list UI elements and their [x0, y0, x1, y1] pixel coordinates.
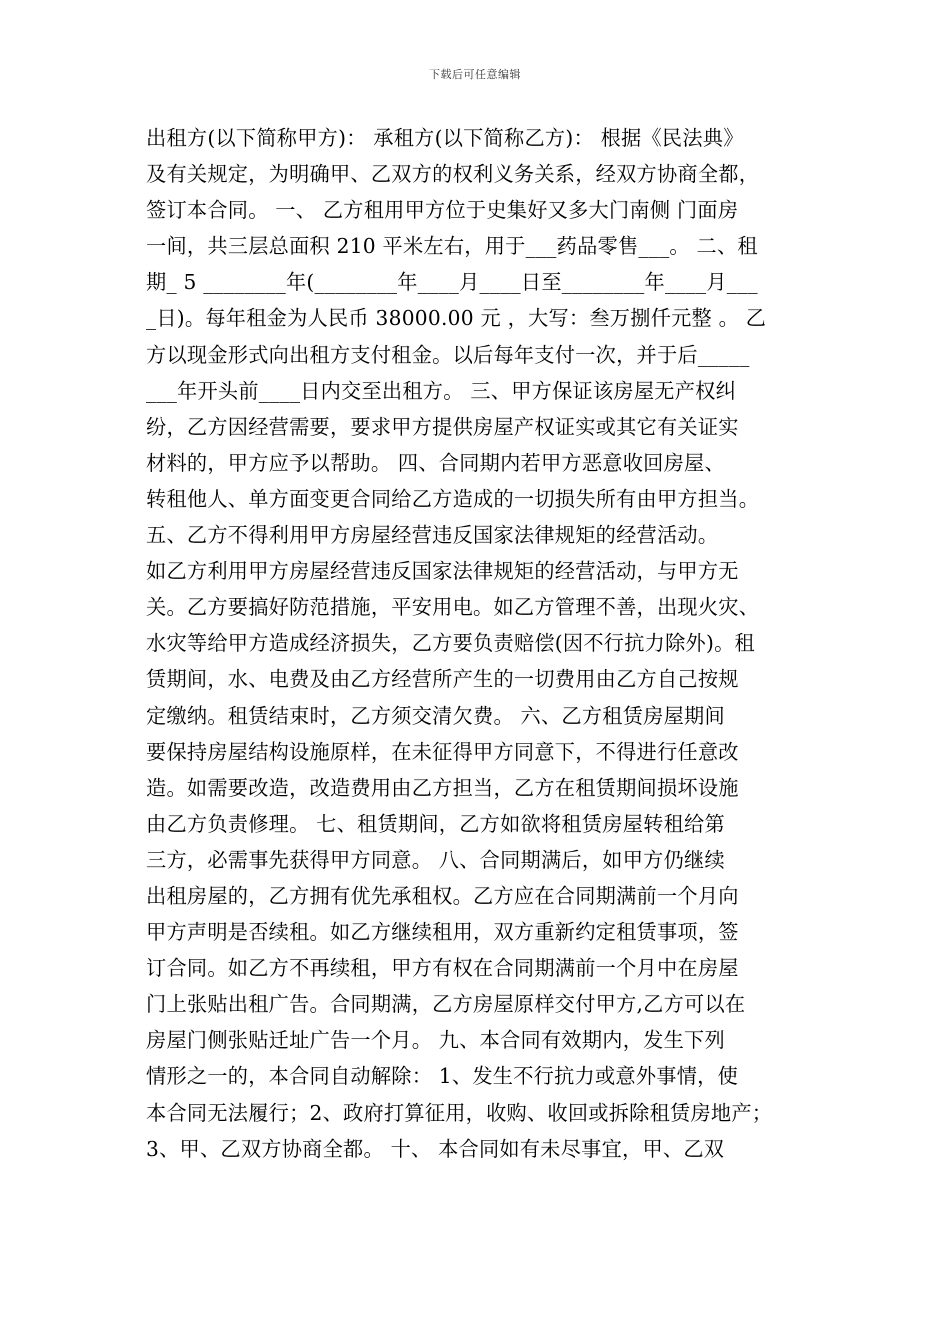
- text-line: 三方，必需事先获得甲方同意。 八、合同期满后，如甲方仍继续: [146, 847, 725, 872]
- text-line: 要保持房屋结构设施原样，在未征得甲方同意下，不得进行任意改: [146, 739, 739, 764]
- text-line: 造。如需要改造，改造费用由乙方担当，乙方在租赁期间损坏设施: [146, 775, 739, 800]
- text-line: 及有关规定，为明确甲、乙双方的权利义务关系，经双方协商全都，: [146, 162, 760, 187]
- text-line: 水灾等给甲方造成经济损失，乙方要负责赔偿(因不行抗力除外)。租: [146, 631, 755, 656]
- text-line: 期_ 5 ________年(________年____月____日至________年____月___: [146, 270, 758, 295]
- text-line: 出租方(以下简称甲方)： 承租方(以下简称乙方)： 根据《民法典》: [146, 126, 744, 150]
- text-line: 3、甲、乙双方协商全都。 十、 本合同如有未尽事宜，甲、乙双: [146, 1136, 725, 1161]
- text-line: 定缴纳。租赁结束时，乙方须交清欠费。 六、乙方租赁房屋期间: [146, 703, 725, 728]
- text-line: 赁期间，水、电费及由乙方经营所产生的一切费用由乙方自己按规: [146, 667, 739, 692]
- text-line: 房屋门侧张贴迁址广告一个月。 九、本合同有效期内，发生下列: [146, 1028, 725, 1053]
- text-line: 如乙方利用甲方房屋经营违反国家法律规矩的经营活动，与甲方无: [146, 559, 739, 584]
- text-line: 本合同无法履行；2、政府打算征用，收购、收回或拆除租赁房地产；: [146, 1100, 773, 1125]
- text-line: _日)。每年租金为人民币 38000.00 元 ，大写：叁万捌仟元整 。 乙: [146, 306, 767, 331]
- contract-body: [146, 120, 822, 1167]
- text-line: 由乙方负责修理。 七、租赁期间，乙方如欲将租赁房屋转租给第: [146, 811, 725, 836]
- page-header: 下载后可任意编辑: [429, 68, 521, 81]
- text-line: 订合同。如乙方不再续租，甲方有权在合同期满前一个月中在房屋: [146, 956, 739, 981]
- text-line: 情形之一的，本合同自动解除： 1、发生不行抗力或意外事情，使: [146, 1064, 739, 1089]
- text-line: 关。乙方要搞好防范措施，平安用电。如乙方管理不善，出现火灾、: [146, 595, 760, 620]
- text-line: 纷，乙方因经营需要，要求甲方提供房屋产权证实或其它有关证实: [146, 414, 739, 439]
- text-line: 一间，共三层总面积 210 平米左右，用于___药品零售___。 二、租: [146, 234, 758, 259]
- text-line: 签订本合同。 一、 乙方租用甲方位于史集好又多大门南侧 门面房: [146, 198, 739, 223]
- text-line: 材料的，甲方应予以帮助。 四、合同期内若甲方恶意收回房屋、: [146, 450, 725, 475]
- text-line: 转租他人、单方面变更合同给乙方造成的一切损失所有由甲方担当。: [146, 486, 760, 511]
- text-line: 五、乙方不得利用甲方房屋经营违反国家法律规矩的经营活动。: [146, 523, 719, 548]
- text-line: ___年开头前____日内交至出租方。 三、甲方保证该房屋无产权纠: [146, 378, 737, 403]
- text-line: 方以现金形式向出租方支付租金。以后每年支付一次，并于后_____: [146, 342, 750, 367]
- text-line: 出租房屋的，乙方拥有优先承租权。乙方应在合同期满前一个月向: [146, 883, 739, 908]
- text-line: 甲方声明是否续租。如乙方继续租用，双方重新约定租赁事项，签: [146, 920, 739, 945]
- text-line: 门上张贴出租广告。合同期满，乙方房屋原样交付甲方,乙方可以在: [146, 992, 746, 1017]
